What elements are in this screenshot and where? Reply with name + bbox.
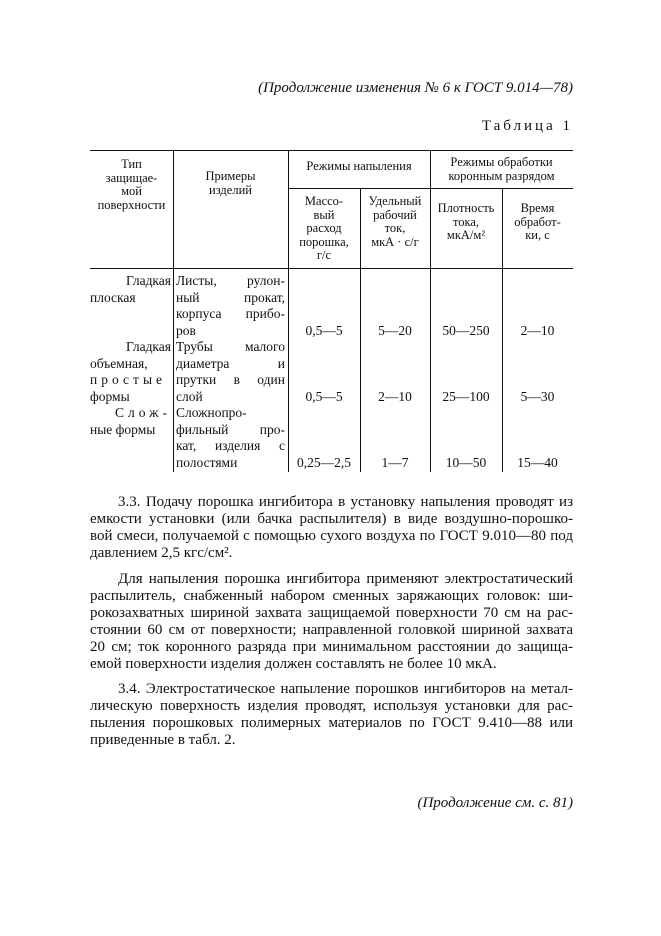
header-line: Время <box>520 201 555 215</box>
text-line: пыления порошковых полимерных материалов по ГОСТ 9.410—88 или <box>90 715 573 731</box>
header-spray-modes: Режимы напыления <box>306 159 412 173</box>
cell-type-line: плоская <box>90 289 136 305</box>
header-mass-flow <box>288 195 360 263</box>
cell-type-line: ные формы <box>90 421 156 437</box>
header-line: защищае- <box>105 170 158 185</box>
header-line: Плотность <box>437 201 495 215</box>
header-line: мкА/м² <box>446 228 486 242</box>
text-line: Для напыления порошка ингибитора применяют электростатический <box>118 571 573 587</box>
cell-type-line: объемная, <box>90 355 148 371</box>
cell-type-line: Гладкая <box>126 273 171 288</box>
cell-density: 10—50 <box>445 455 487 470</box>
text-line: лическую поверхность изделия проводят, используя установки для рас- <box>90 698 573 714</box>
header-line: Режимы обработки <box>450 155 553 169</box>
header-line: Тип <box>121 157 142 171</box>
header-type <box>90 158 173 212</box>
table-top-rule <box>90 150 573 151</box>
cell-current: 2—10 <box>378 389 412 404</box>
cell-type-line: Гладкая <box>126 339 171 354</box>
header-line: ки, с <box>525 228 550 242</box>
cell-examples-line: ный прокат, <box>176 289 285 305</box>
cell-mass-flow: 0,5—5 <box>305 323 343 338</box>
header-examples <box>173 170 288 197</box>
header-line: мкА · с/г <box>371 234 419 249</box>
continuation-footer: (Продолжение см. с. 81) <box>417 795 573 811</box>
header-line: порошка, <box>299 234 349 249</box>
header-line: расход <box>306 221 342 235</box>
text-line: давлением 2,5 кгс/см². <box>90 545 233 561</box>
cell-type-line: формы <box>90 388 130 404</box>
header-line: Массо- <box>304 194 344 208</box>
text-line: 3.3. Подачу порошка ингибитора в установку напыления проводят из <box>118 494 573 510</box>
text-line: приведенные в табл. 2. <box>90 732 236 748</box>
cell-examples-line: Трубы малого <box>176 339 285 354</box>
text-line: стоянии 60 см от поверхности; направленной головкой шириной захвата <box>90 622 573 638</box>
cell-type-line: Слож- <box>115 405 171 420</box>
text-line: 3.4. Электростатическое напыление порошков ингибиторов на метал- <box>118 681 573 697</box>
column-divider <box>430 150 431 472</box>
cell-density: 50—250 <box>442 323 490 338</box>
cell-mass-flow: 0,25—2,5 <box>297 455 351 470</box>
cell-examples-line: корпуса прибо- <box>176 306 285 321</box>
cell-type-line: простые <box>90 372 167 387</box>
text-line: емой поверхности изделия должен составлять не более 10 мкА. <box>90 656 497 672</box>
header-line: Удельный <box>368 194 422 208</box>
header-line: Примеры <box>205 169 256 183</box>
header-line: г/с <box>316 248 332 262</box>
text-line: распылитель, снабженный набором сменных заряжающих головок: ши- <box>90 588 573 604</box>
cell-examples-line: полостями <box>176 454 238 470</box>
text-line: рокозахватных шириной захвата защищаемой поверхности 70 см на рас- <box>90 605 573 621</box>
cell-time: 2—10 <box>520 323 555 338</box>
text-line: емкости установки (или бачка распылителя) в виде воздушно-порошко- <box>90 511 573 527</box>
header-current <box>360 195 430 249</box>
header-line: тока, <box>452 214 480 229</box>
header-line: мой <box>121 184 142 198</box>
header-corona-modes <box>430 156 573 183</box>
header-line: обработ- <box>514 214 561 229</box>
column-divider <box>173 150 174 472</box>
header-time <box>502 202 573 243</box>
cell-examples-line: Листы, рулон- <box>176 273 285 288</box>
continuation-header: (Продолжение изменения № 6 к ГОСТ 9.014—78) <box>258 80 573 96</box>
header-line: коронным разрядом <box>448 168 555 183</box>
table-title: Таблица 1 <box>481 118 573 134</box>
header-bottom-rule <box>90 268 573 269</box>
cell-examples-line: кат, изделия с <box>176 438 285 453</box>
cell-examples-line: Сложнопро- <box>176 405 247 420</box>
cell-mass-flow: 0,5—5 <box>305 389 343 404</box>
header-line: вый <box>313 207 335 222</box>
cell-density: 25—100 <box>442 389 490 404</box>
cell-examples-line: ров <box>176 322 196 338</box>
cell-time: 5—30 <box>520 389 555 404</box>
header-line: ток, <box>384 221 406 235</box>
text-line: 20 см; ток коронного разряда при минимальном расстоянии до защища- <box>90 639 573 655</box>
header-line: изделий <box>209 182 252 197</box>
cell-examples-line: диаметра и <box>176 355 285 371</box>
cell-time: 15—40 <box>517 455 558 470</box>
header-line: рабочий <box>373 207 417 222</box>
header-density <box>430 202 502 243</box>
cell-examples-line: прутки в один <box>176 372 285 387</box>
cell-examples-line: фильный про- <box>176 421 285 437</box>
cell-current: 1—7 <box>381 455 409 470</box>
text-line: вой смеси, получаемой с помощью сухого воздуха по ГОСТ 9.010—80 под <box>90 528 573 544</box>
cell-current: 5—20 <box>378 323 412 338</box>
header-line: поверхности <box>97 197 166 212</box>
cell-examples-line: слой <box>176 388 203 404</box>
